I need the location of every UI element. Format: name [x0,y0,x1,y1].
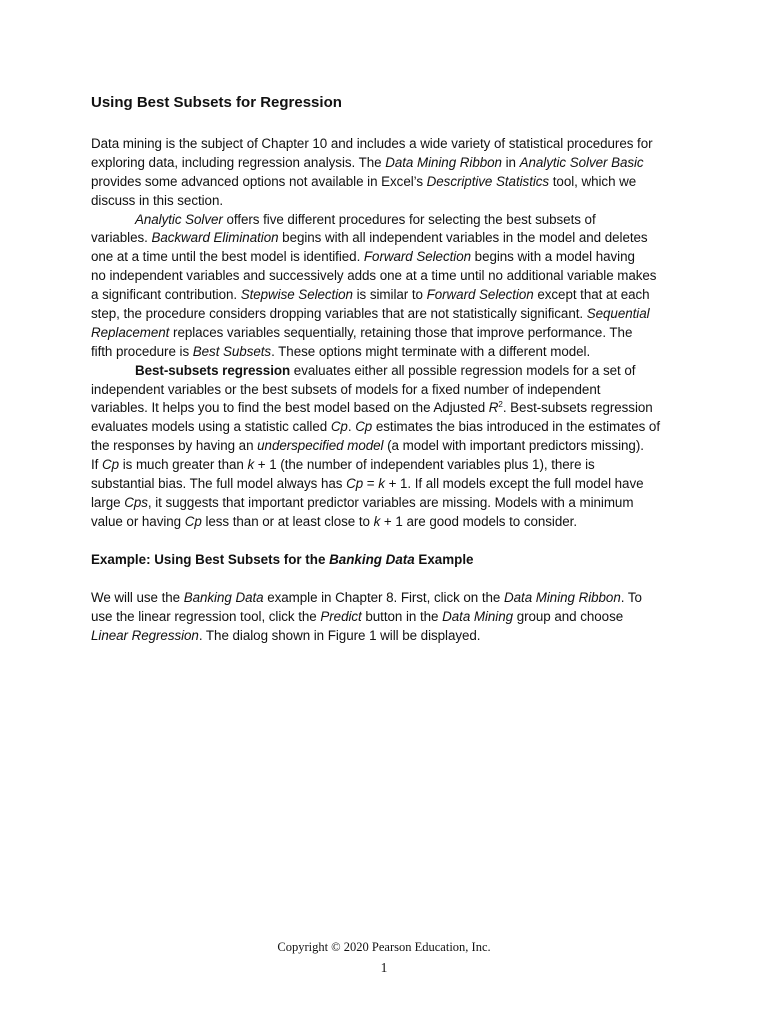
text-run: is similar to [352,287,427,303]
text-run: example in Chapter 8. First, click on the [263,590,505,605]
italic-text: k [373,513,381,529]
text-run: large [91,494,125,510]
text-run: discuss in this section. [91,192,224,208]
text-run: exploring data, including regression analysis. The [91,154,386,170]
text-line [91,399,691,418]
text-line [91,305,691,324]
text-run: evaluates either all possible regression models for a set of [290,362,636,378]
text-run: fifth procedure is [91,343,193,359]
italic-text: Best Subsets [192,343,272,359]
text-run: no independent variables and successively adds one at a time until no additional variable makes [91,268,657,284]
page-number: 1 [380,960,388,975]
text-line [91,513,691,532]
italic-text: Stepwise Selection [240,287,353,303]
text-line [91,627,691,646]
text-line [91,324,691,343]
text-run: group and choose [513,608,624,624]
text-run: . These options might terminate with a different model. [271,343,591,359]
text-line [91,173,691,192]
italic-text: Cp [184,513,202,529]
text-line [91,135,691,154]
text-line [91,456,691,475]
italic-text: Predict [320,608,362,624]
italic-text: Cp [330,419,348,435]
text-line [91,475,691,494]
text-line [91,248,691,267]
text-line [91,437,691,456]
text-run: offers five different procedures for selecting the best subsets of [222,211,596,227]
text-run: the responses by having an [91,438,258,454]
text-line [91,418,691,437]
text-line [91,154,691,173]
italic-text: R [488,400,499,416]
text-line [91,192,691,211]
text-run: evaluates models using a statistic called [91,419,331,435]
text-line [91,608,691,627]
bold-text: Best-subsets regression [135,362,291,378]
text-run: begins with all independent variables in the model and deletes [278,230,648,246]
text-line [91,494,691,513]
text-run: , it suggests that important predictor variables are missing. Models with a minimum [147,494,634,510]
italic-text: Sequential [586,306,650,322]
italic-text: Linear Regression [91,627,199,643]
text-run: + 1 are good models to consider. [380,513,577,529]
text-line [91,589,691,608]
text-run: Example [414,552,474,567]
italic-text: Analytic Solver Basic [519,154,644,170]
footer-copyright: Copyright © 2020 Pearson Education, Inc. [277,940,491,954]
text-run: a significant contribution. [91,287,241,303]
superscript-text: 2 [498,400,503,410]
text-run: Example: Using Best Subsets for the [91,552,330,567]
text-line [91,381,691,400]
italic-text: Banking Data [183,590,264,605]
text-run: independent variables or the best subsets of models for a fixed number of independent [91,381,601,397]
text-run: step, the procedure considers dropping variables that are not statistically significant. [91,306,587,322]
text-run: button in the [361,608,443,624]
text-run: . Best-subsets regression [502,400,653,416]
italic-text: Backward Elimination [151,230,279,246]
italic-text: Banking Data [329,552,415,567]
italic-text: Data Mining [442,608,514,624]
italic-text: k [247,457,255,473]
text-line [91,343,691,362]
italic-text: Cp [355,419,373,435]
text-line [91,267,691,286]
text-run: value or having [91,513,185,529]
italic-text: Data Mining Ribbon [504,590,621,605]
text-run: in [501,154,520,170]
italic-text: Cp [102,457,120,473]
text-run: less than or at least close to [201,513,374,529]
text-run: variables. It helps you to find the best model based on the Adjusted [91,400,489,416]
text-run: variables. [91,230,152,246]
text-run: + 1. If all models except the full model have [384,476,644,492]
italic-text: Analytic Solver [135,211,223,227]
text-line [91,211,691,230]
text-run: . [347,419,356,435]
text-line [91,229,691,248]
text-run: tool, which we [549,173,637,189]
italic-text: Replacement [91,324,170,340]
italic-text: Cps [124,494,148,510]
text-run: is much greater than [119,457,248,473]
text-run: Data mining is the subject of Chapter 10 and includes a wide variety of statistical procedures for [91,136,653,151]
text-line [91,286,691,305]
text-run: estimates the bias introduced in the estimates of [372,419,661,435]
text-run: . To [620,590,642,605]
italic-text: Descriptive Statistics [426,173,550,189]
text-run: provides some advanced options not available in Excel’s [91,173,427,189]
italic-text: Cp [346,476,364,492]
text-run: = [363,476,379,492]
text-run: one at a time until the best model is identified. [91,249,364,265]
italic-text: Forward Selection [426,287,534,303]
italic-text: k [378,476,385,492]
italic-text: Data Mining Ribbon [385,154,502,170]
text-run: We will use the [91,590,184,605]
text-run: begins with a model having [471,249,635,265]
text-run: except that at each [533,287,650,303]
intro-text [91,135,691,532]
text-run: + 1 (the number of independent variables plus 1), there is [254,457,595,473]
italic-text: Forward Selection [363,249,471,265]
text-run: replaces variables sequentially, retaining those that improve performance. The [169,324,633,340]
example-text [91,589,691,646]
text-run: (a model with important predictors missing). [383,438,644,454]
text-run: . The dialog shown in Figure 1 will be displayed. [198,627,481,643]
page-title: Using Best Subsets for Regression [91,94,342,111]
text-line [91,362,691,381]
italic-text: underspecified model [257,438,384,454]
text-run: If [91,457,103,473]
text-run: use the linear regression tool, click the [91,608,321,624]
text-run: substantial bias. The full model always has [91,476,347,492]
example-heading [91,552,474,567]
